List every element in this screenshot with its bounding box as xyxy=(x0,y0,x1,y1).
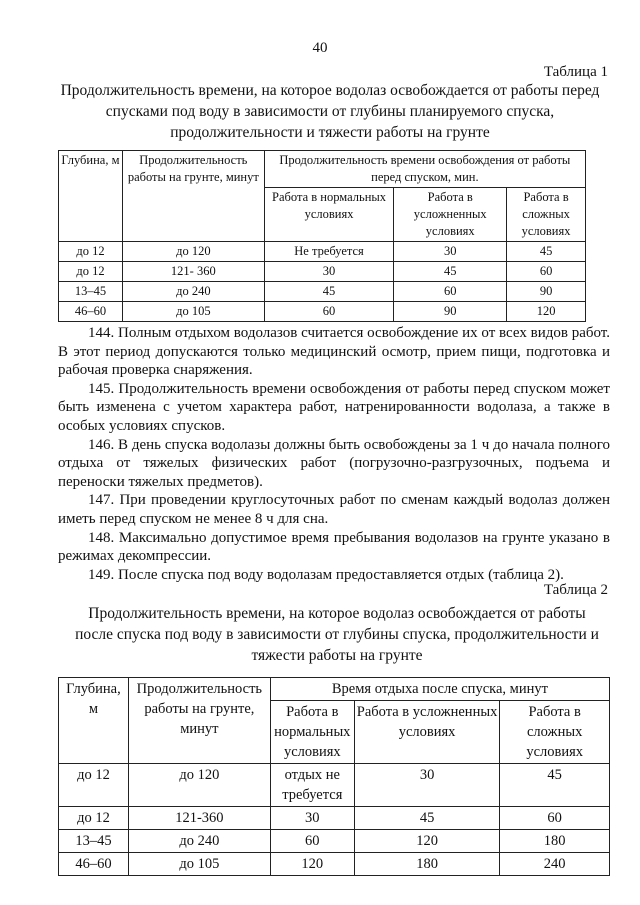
table-cell: до 12 xyxy=(59,242,123,262)
table-cell: 13–45 xyxy=(59,830,129,853)
table-cell: 240 xyxy=(500,853,610,876)
paragraph-145: 145. Продолжительность времени освобождения от работы перед спуском может быть изменена с учетом характера работ, натренированности водолаза, а также в особых условиях спусков. xyxy=(58,380,610,434)
table2-label: Таблица 2 xyxy=(543,582,608,598)
page-number: 40 xyxy=(312,40,328,56)
table-cell: до 12 xyxy=(59,807,129,830)
table-row xyxy=(59,807,610,830)
table-cell: 180 xyxy=(500,830,610,853)
table-cell: до 240 xyxy=(122,282,264,302)
table-row xyxy=(59,853,610,876)
paragraph-149: 149. После спуска под воду водолазам предоставляется отдых (таблица 2). xyxy=(88,566,564,583)
table1-header-difficult: Работа в сложных условиях xyxy=(507,188,586,242)
table-cell: до 12 xyxy=(59,262,123,282)
table2-header-complicated: Работа в усложненных условиях xyxy=(354,701,500,764)
table-row xyxy=(59,282,586,302)
table1 xyxy=(58,150,586,322)
table-cell: 30 xyxy=(270,807,354,830)
paragraph-144: 144. Полным отдыхом водолазов считается освобождение их от всех видов работ. В этот период допускаются только медицинский осмотр, прием пищи, подготовка и рабочая проверка снаряжения. xyxy=(58,325,610,379)
table-cell: 121- 360 xyxy=(122,262,264,282)
table-row xyxy=(59,764,610,807)
table-cell: 60 xyxy=(394,282,507,302)
table1-header-normal: Работа в нормальных условиях xyxy=(264,188,394,242)
table-row xyxy=(59,242,586,262)
table-cell: 13–45 xyxy=(59,282,123,302)
table-cell: 60 xyxy=(270,830,354,853)
table-row xyxy=(59,830,610,853)
body-text xyxy=(58,324,610,584)
table1-caption: Продолжительность времени, на которое водолаз освобождается от работы перед спусками под воду в зависимости от глубины планируемого спуска, продолжительности и тяжести работы на грунте xyxy=(60,82,600,141)
paragraph-147: 147. При проведении круглосуточных работ по сменам каждый водолаз должен иметь перед спуском не менее 8 ч для сна. xyxy=(58,492,610,527)
table-cell: 46–60 xyxy=(59,853,129,876)
table-cell: до 12 xyxy=(59,764,129,807)
table-cell: Не требуется xyxy=(264,242,394,262)
table2-header-depth: Глубина, м xyxy=(59,678,129,764)
table-cell: 120 xyxy=(507,302,586,322)
table-cell: до 105 xyxy=(122,302,264,322)
table-cell: 45 xyxy=(500,764,610,807)
table-cell: 30 xyxy=(264,262,394,282)
table-cell: 45 xyxy=(394,262,507,282)
table-cell: 45 xyxy=(354,807,500,830)
table-row xyxy=(59,302,586,322)
paragraph-146: 146. В день спуска водолазы должны быть освобождены за 1 ч до начала полного отдыха от тяжелых физических работ (погрузочно-разгрузочных, подъема и переноски тяжелых предметов). xyxy=(58,436,610,490)
table2-caption: Продолжительность времени, на которое водолаз освобождается от работы после спуска под воду в зависимости от глубины спуска, продолжительности и тяжести работы на грунте xyxy=(75,605,599,664)
table-cell: 60 xyxy=(264,302,394,322)
table-cell: 90 xyxy=(394,302,507,322)
table-cell: 46–60 xyxy=(59,302,123,322)
table2-header-difficult: Работа в сложных условиях xyxy=(500,701,610,764)
table-cell: 30 xyxy=(354,764,500,807)
table-cell: до 120 xyxy=(128,764,270,807)
table1-header-duration: Продолжительность работы на грунте, минут xyxy=(122,151,264,242)
table-row xyxy=(59,262,586,282)
table1-header-complicated: Работа в усложненных условиях xyxy=(394,188,507,242)
table-cell: 90 xyxy=(507,282,586,302)
table-cell: 45 xyxy=(507,242,586,262)
table-cell: 120 xyxy=(354,830,500,853)
table-cell: 121-360 xyxy=(128,807,270,830)
table-cell: 120 xyxy=(270,853,354,876)
table-cell: 180 xyxy=(354,853,500,876)
table1-label: Таблица 1 xyxy=(543,64,608,80)
table-cell: 30 xyxy=(394,242,507,262)
table-cell: до 120 xyxy=(122,242,264,262)
table-cell: до 105 xyxy=(128,853,270,876)
table-cell: 60 xyxy=(507,262,586,282)
paragraph-148: 148. Максимально допустимое время пребывания водолазов на грунте указано в режимах декомпрессии. xyxy=(58,529,610,565)
table2-header-rest: Время отдыха после спуска, минут xyxy=(270,678,609,701)
table2-header-duration: Продолжительность работы на грунте, минут xyxy=(128,678,270,764)
table1-header-release: Продолжительность времени освобождения от работы перед спуском, мин. xyxy=(264,151,585,188)
table-cell: 45 xyxy=(264,282,394,302)
table2 xyxy=(58,677,610,876)
table-cell: отдых не требуется xyxy=(270,764,354,807)
table2-header-normal: Работа в нормальных условиях xyxy=(270,701,354,764)
table-cell: 60 xyxy=(500,807,610,830)
table1-header-depth: Глубина, м xyxy=(59,151,123,242)
table-cell: до 240 xyxy=(128,830,270,853)
